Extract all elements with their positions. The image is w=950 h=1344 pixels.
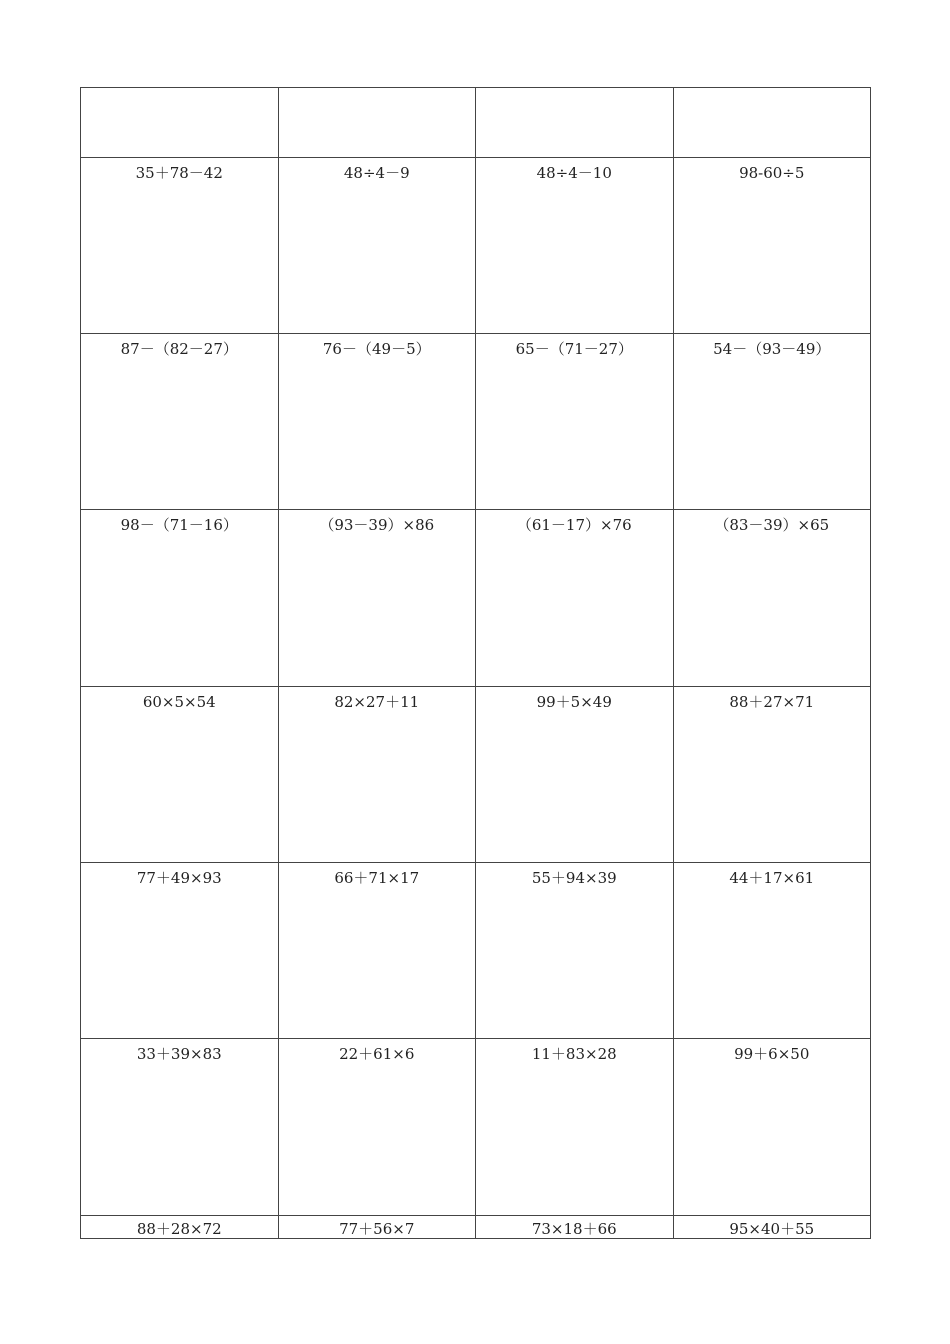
worksheet-row-3 xyxy=(81,333,871,509)
problem-cell: 76－（49－5） xyxy=(278,333,476,509)
arithmetic-worksheet-grid xyxy=(80,87,871,1239)
problem-cell: 65－（71－27） xyxy=(476,333,674,509)
problem-cell: （61－17）×76 xyxy=(476,510,674,686)
problem-cell: 22＋61×6 xyxy=(278,1039,476,1215)
problem-cell: 11＋83×28 xyxy=(476,1039,674,1215)
problem-cell: 48÷4－9 xyxy=(278,157,476,333)
problem-cell: 55＋94×39 xyxy=(476,863,674,1039)
problem-cell: 77＋49×93 xyxy=(81,863,279,1039)
worksheet-row-5 xyxy=(81,686,871,862)
problem-cell: （83－39）×65 xyxy=(673,510,871,686)
blank-cell xyxy=(81,88,279,158)
blank-cell xyxy=(476,88,674,158)
problem-cell: 99＋5×49 xyxy=(476,686,674,862)
problem-cell: 48÷4－10 xyxy=(476,157,674,333)
worksheet-row-4 xyxy=(81,510,871,686)
problem-cell: （93－39）×86 xyxy=(278,510,476,686)
problem-cell: 99＋6×50 xyxy=(673,1039,871,1215)
worksheet-row-8 xyxy=(81,1215,871,1238)
problem-cell: 66＋71×17 xyxy=(278,863,476,1039)
problem-cell: 54－（93－49） xyxy=(673,333,871,509)
problem-cell: 88＋27×71 xyxy=(673,686,871,862)
problem-cell: 60×5×54 xyxy=(81,686,279,862)
problem-cell: 33＋39×83 xyxy=(81,1039,279,1215)
worksheet-row-1 xyxy=(81,88,871,158)
problem-cell: 98－（71－16） xyxy=(81,510,279,686)
worksheet-row-2 xyxy=(81,157,871,333)
problem-cell: 87－（82－27） xyxy=(81,333,279,509)
problem-cell: 95×40＋55 xyxy=(673,1215,871,1238)
blank-cell xyxy=(673,88,871,158)
problem-cell: 73×18＋66 xyxy=(476,1215,674,1238)
problem-cell: 77＋56×7 xyxy=(278,1215,476,1238)
worksheet-row-6 xyxy=(81,863,871,1039)
problem-cell: 88＋28×72 xyxy=(81,1215,279,1238)
problem-cell: 35＋78－42 xyxy=(81,157,279,333)
problem-cell: 44＋17×61 xyxy=(673,863,871,1039)
worksheet-row-7 xyxy=(81,1039,871,1215)
blank-cell xyxy=(278,88,476,158)
problem-cell: 98-60÷5 xyxy=(673,157,871,333)
problem-cell: 82×27＋11 xyxy=(278,686,476,862)
